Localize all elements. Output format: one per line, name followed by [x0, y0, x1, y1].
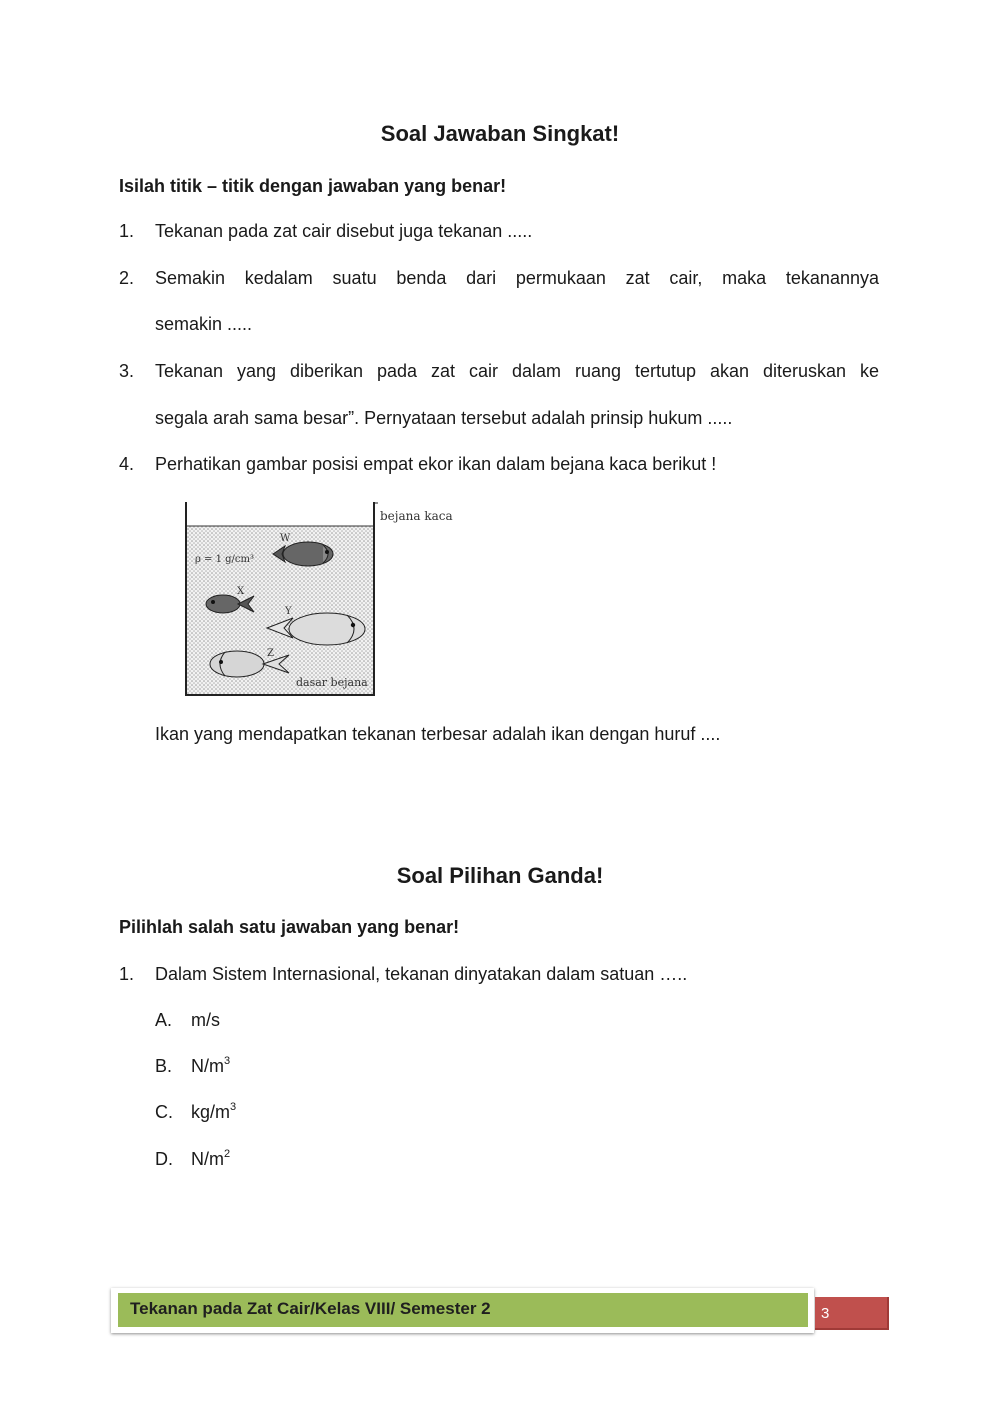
vessel-label: bejana kaca [380, 509, 453, 523]
fish-vessel-diagram [175, 496, 475, 706]
svg-text:Z: Z [267, 648, 274, 659]
option-text: N/m [191, 1149, 224, 1169]
question-text: Dalam Sistem Internasional, tekanan dinyatakan dalam satuan ….. [155, 964, 688, 984]
question-text: Tekanan pada zat cair disebut juga tekanan ..... [155, 221, 533, 241]
density-label: ρ = 1 g/cm³ [195, 554, 255, 565]
option-b[interactable] [155, 1056, 230, 1077]
question-text-line1: Tekanan yang diberikan pada zat cair dalam ruang tertutup akan diteruskan ke [155, 361, 879, 381]
option-exponent: 3 [230, 1101, 237, 1113]
option-letter: A. [155, 1010, 173, 1030]
option-letter: C. [155, 1102, 173, 1122]
question-item [119, 268, 879, 338]
svg-text:X: X [237, 586, 245, 597]
footer-title: Tekanan pada Zat Cair/Kelas VIII/ Semester 2 [130, 1299, 491, 1318]
option-c[interactable] [155, 1102, 236, 1123]
option-exponent: 2 [224, 1148, 231, 1160]
option-text: N/m [191, 1056, 224, 1076]
question-number: 1. [119, 221, 135, 241]
option-d[interactable] [155, 1149, 230, 1170]
question-number: 1. [119, 964, 135, 984]
multiple-choice-instruction: Pilihlah salah satu jawaban yang benar! [119, 917, 460, 937]
svg-text:W: W [280, 533, 291, 544]
option-letter: D. [155, 1149, 173, 1169]
svg-text:Y: Y [285, 606, 292, 617]
diagram-followup-question: Ikan yang mendapatkan tekanan terbesar adalah ikan dengan huruf .... [155, 724, 721, 744]
question-text: Perhatikan gambar posisi empat ekor ikan dalam bejana kaca berikut ! [155, 454, 717, 474]
question-number: 3. [119, 361, 135, 381]
question-number: 2. [119, 268, 135, 288]
option-exponent: 3 [224, 1055, 231, 1067]
option-letter: B. [155, 1056, 173, 1076]
section-title-short-answer: Soal Jawaban Singkat! [380, 121, 620, 146]
question-text-line1: Semakin kedalam suatu benda dari permukaan zat cair, maka tekanannya [155, 268, 879, 288]
question-item [119, 361, 879, 431]
section-title-multiple-choice: Soal Pilihan Ganda! [396, 863, 604, 888]
bottom-label: dasar bejana [296, 676, 368, 689]
short-answer-instruction: Isilah titik – titik dengan jawaban yang benar! [119, 176, 507, 196]
page-number: 3 [821, 1305, 830, 1322]
question-number: 4. [119, 454, 135, 474]
question-text-line2: segala arah sama besar”. Pernyataan tersebut adalah prinsip hukum ..... [155, 408, 733, 428]
option-text: kg/m [191, 1102, 231, 1122]
option-text: m/s [191, 1010, 220, 1030]
option-a[interactable] [155, 1010, 220, 1031]
question-text-line2: semakin ..... [155, 314, 253, 334]
